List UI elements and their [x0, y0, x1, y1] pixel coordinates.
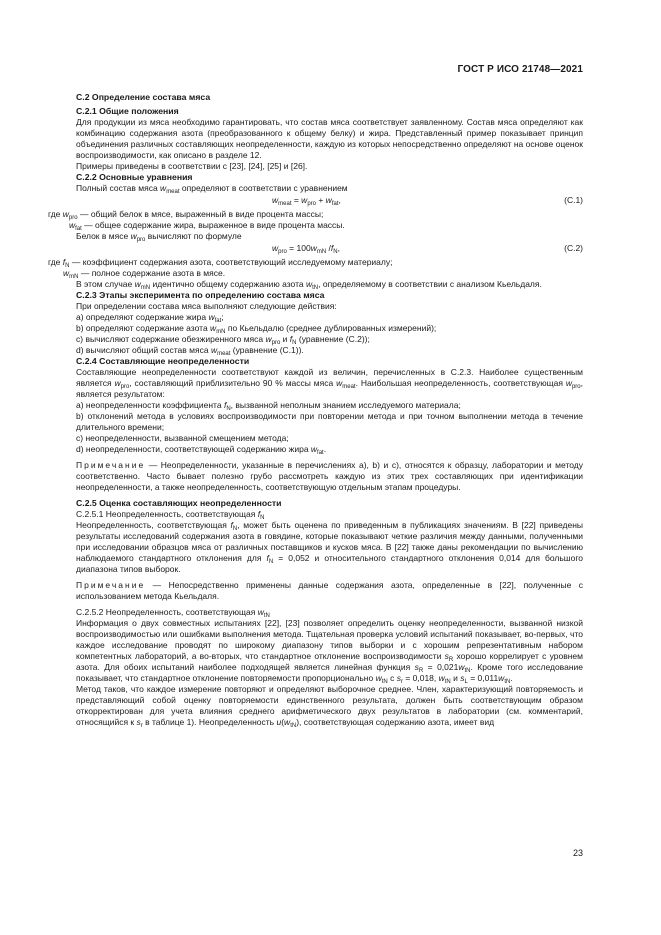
paragraph-c22-intro: Полный состав мяса $w_{meat}$ определяют в соответствии с уравнением	[76, 183, 348, 195]
subsection-heading-c252: C.2.5.2 Неопределенность, соответствующая $w_{tN}$	[76, 607, 270, 619]
equation-number-c2: (C.2)	[564, 243, 583, 253]
note-c24: Примечание — Неопределенности, указанные в перечислениях a), b) и c), относятся к образцу, лаборатории и методу соответственно. Часто бывает полезно грубо рассмотреть каждую из этих трех составляющих при идентификации неопределенности, а также неопределенность, соответствующую отдельным этапам процедуры.	[76, 460, 583, 492]
paragraph-c23-intro: При определении состава мяса выполняют следующие действия:	[76, 301, 337, 311]
list-item-c24-d: d) неопределенности, соответствующей содержанию жира $w_{fat}$.	[76, 444, 327, 456]
definition-wpro: где $w_{pro}$ — общий белок в мясе, выраженный в виде процента массы;	[48, 209, 324, 221]
section-heading-c22: C.2.2 Основные уравнения	[76, 172, 193, 182]
note-label: Примечание	[76, 460, 146, 470]
paragraph-c21-1: Для продукции из мяса необходимо гарантировать, что состав мяса соответствует заявленному. Состав мяса определяют как комбинацию содержания азота (преобразованного к общему белку) и жира. Представленный пример показывает принцип объединения различных составляющих неопределенности, каждую из которых непосредственно определяют на основе оценок воспроизводимости, как описано в разделе 12.	[76, 117, 583, 160]
paragraph-c251: Неопределенность, соответствующая $f_N$, может быть оценена по приведенным в публикациях значениям. В [22] приведены результаты исследований содержания азота в говядине, которые показывают четкие различия между данными, полученными при исследовании образцов мяса от различных поставщиков и кусков мяса. В [22] также даны рекомендации по вычислению наблюдаемого стандартного отклонения для $f_N = 0,052$ и относительного стандартного отклонения 0,014 для большого диапазона типов выборок.	[76, 520, 583, 574]
document-body	[48, 92, 584, 729]
list-item-c24-c: c) неопределенности, вызванной смещением метода;	[76, 433, 289, 443]
paragraph-c24-1: Составляющие неопределенности соответствуют каждой из величин, перечисленных в C.2.3. Наиболее существенным является $w_{pro}$, составляющий приблизительно 90 % массы мяса $w_{meat}$. Наибольшая неопределенность, соответствующая $w_{pro}$, является результатом:	[76, 367, 584, 399]
list-item-c24-a: a) неопределенности коэффициента $f_N$, вызванной неполным знанием исследуемого материала;	[76, 400, 461, 412]
section-heading-c25: C.2.5 Оценка составляющих неопределенности	[76, 498, 282, 508]
section-heading-c21: C.2.1 Общие положения	[76, 106, 179, 116]
paragraph-c252-1: Информация о двух совместных испытаниях [22], [23] позволяет определить оценку неопределенности, вызванной низкой воспроизводимостью или ошибками выполнения метода. Тщательная проверка условий испытаний показывает, во-первых, что каждое исследование проводят по широкому диапазону типов выборки и с хорошим репрезентативным набором компетентных лабораторий, а во-вторых, что стандартное отклонение воспроизводимости $s_R$ хорошо коррелирует с уровнем азота. Для обоих испытаний наиболее подходящей является линейная функция $s_R = 0,021w_{tN}$. Кроме того исследование показывает, что стандартное отклонение повторяемости пропорционально $w_{tN}$ с $s_r = 0,018$, $w_{tN}$ и $s_L = 0,011w_{tN}$.	[76, 618, 583, 685]
page-number: 23	[572, 848, 583, 858]
equation-number-c1: (C.1)	[564, 195, 583, 205]
definition-wmn: $w_{mN}$ — полное содержание азота в мясе.	[63, 268, 226, 280]
equation-c1: $w_{meat} = w_{pro} + w_{fat}$, (C.1)	[272, 195, 583, 207]
paragraph-c21-2: Примеры приведены в соответствии с [23], [24], [25] и [26].	[76, 161, 308, 171]
paragraph-c252-2: Метод таков, что каждое измерение повторяют и определяют выборочное среднее. Член, характеризующий повторяемость и представляющий собой оценку повторяемости единственного результата, должен быть соответствующим образом откорректирован для учета влияния среднего арифметического двух результатов в лаборатории (см. комментарий, относящийся к $s_r$ в таблице 1). Неопределенность $u(w_{tN})$, соответствующая содержанию азота, имеет вид	[76, 684, 583, 729]
subsection-heading-c251: C.2.5.1 Неопределенность, соответствующая $f_N$	[76, 509, 265, 521]
paragraph-protein: Белок в мясе $w_{pro}$ вычисляют по формуле	[76, 231, 242, 243]
list-item-c23-c: c) вычисляют содержание обезжиренного мяса $w_{pro}$ и $f_N$ (уравнение (C.2));	[76, 334, 370, 346]
definition-fn: где $f_N$ — коэффициент содержания азота, соответствующий исследуемому материалу;	[48, 257, 393, 269]
list-item-c23-d: d) вычисляют общий состав мяса $w_{meat}$ (уравнение (C.1)).	[76, 345, 304, 357]
list-item-c24-b: b) отклонений метода в условиях воспроизводимости при повторении метода и при точном выполнении метода в течение длительного времени;	[76, 411, 583, 432]
section-heading-c24: C.2.4 Составляющие неопределенности	[76, 356, 250, 366]
note-label: Примечание	[76, 580, 146, 590]
section-heading-c23: C.2.3 Этапы эксперимента по определению состава мяса	[76, 290, 325, 300]
list-item-c23-b: b) определяют содержание азота $w_{mN}$ по Кьельдалю (среднее дублированных измерений);	[76, 323, 437, 335]
section-heading-c2: C.2 Определение состава мяса	[76, 92, 211, 102]
equation-c2: $w_{pro} = 100w_{mN}$ $/f_N$, (C.2)	[272, 243, 583, 255]
definition-wfat: $w_{fat}$ — общее содержание жира, выраженное в виде процента массы.	[69, 220, 345, 232]
note-c251: Примечание — Непосредственно применены данные содержания азота, определенные в [22], полученные с использованием метода Кьельдаля.	[76, 580, 583, 601]
paragraph-kjeldahl: В этом случае $w_{mN}$ идентично общему содержанию азота $w_{tN}$, определяемому в соответствии с анализом Кьельдаля.	[76, 279, 542, 291]
document-header: ГОСТ Р ИСО 21748—2021	[457, 64, 583, 75]
list-item-c23-a: a) определяют содержание жира $w_{fat}$;	[76, 312, 224, 324]
